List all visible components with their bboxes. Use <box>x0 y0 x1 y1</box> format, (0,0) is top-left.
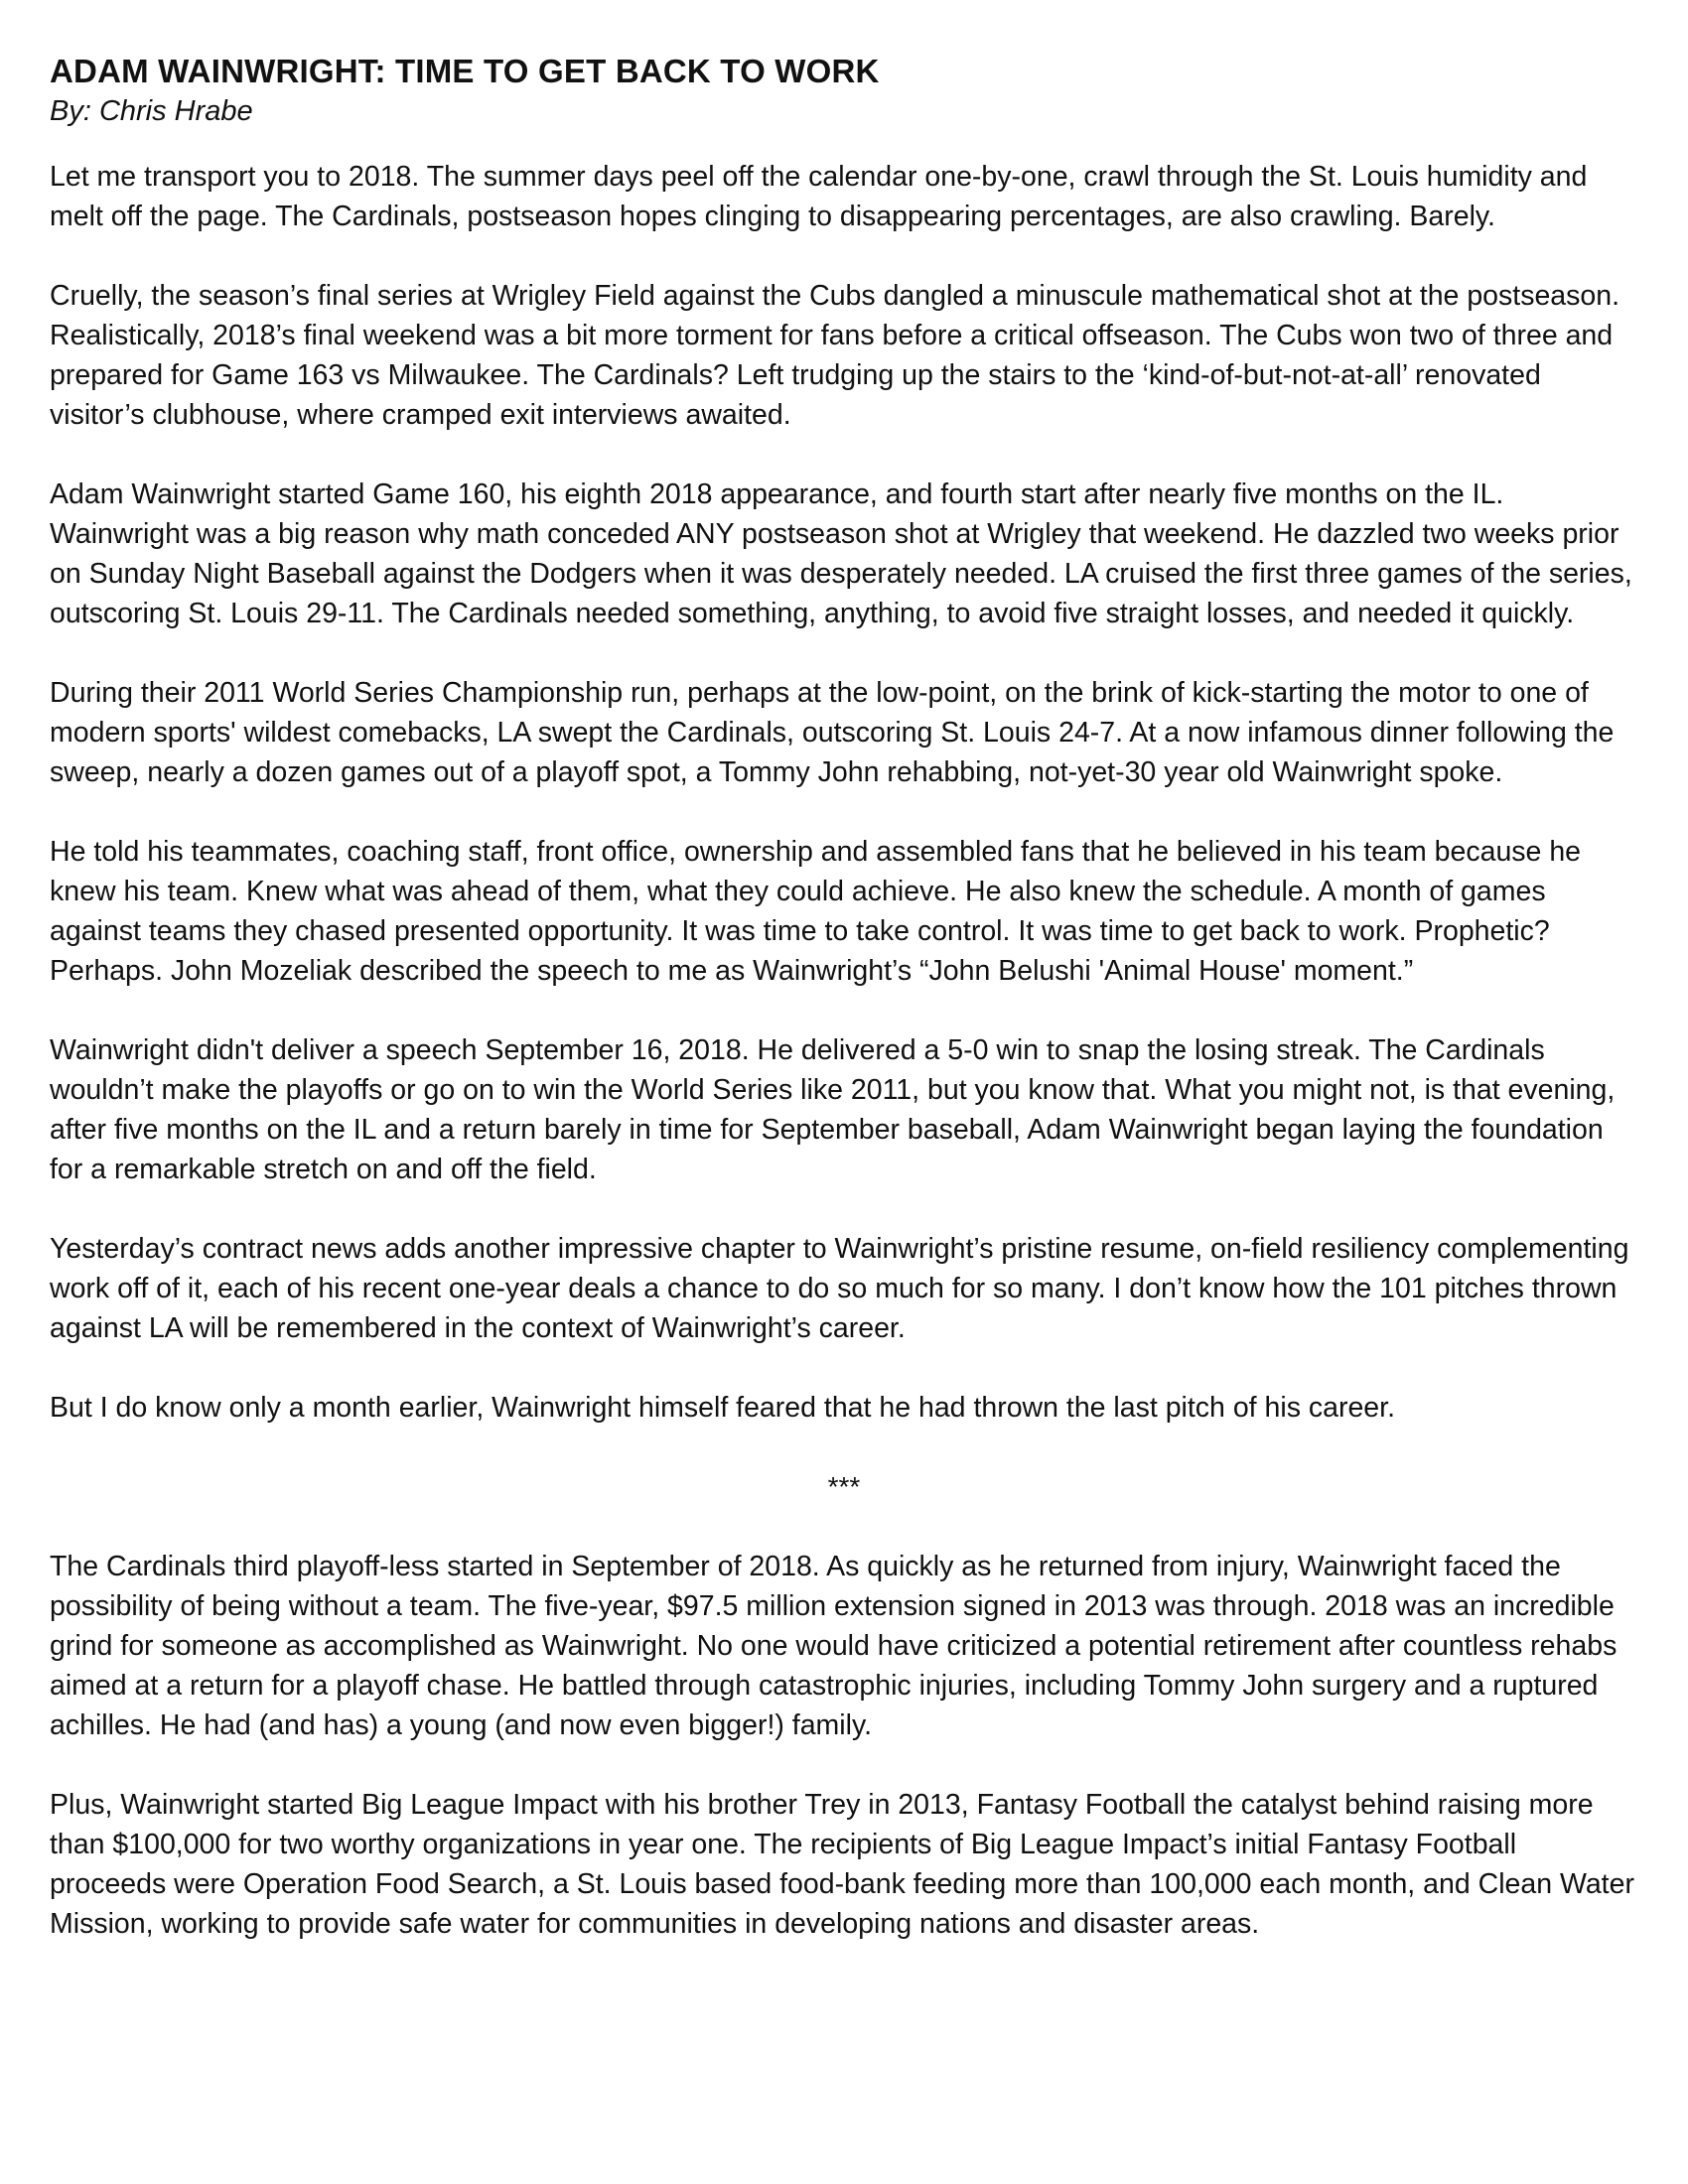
article-title: ADAM WAINWRIGHT: TIME TO GET BACK TO WORK <box>50 53 880 89</box>
paragraph-6: Wainwright didn't deliver a speech September 16, 2018. He delivered a 5-0 win to snap the losing streak. The Cardinals wouldn’t make the playoffs or go on to win the World Series like 2011, but you know that. What you might not, is that evening, after five months on the IL and a return barely in time for September baseball, Adam Wainwright began laying the foundation for a remarkable stretch on and off the field. <box>50 1034 1616 1185</box>
section-divider: *** <box>827 1471 861 1502</box>
paragraph-9: The Cardinals third playoff-less started in September of 2018. As quickly as he returned from injury, Wainwright faced the possibility of being without a team. The five-year, $97.5 million extension signed in 2013 was through. 2018 was an incredible grind for someone as accomplished as Wainwright. No one would have criticized a potential retirement after countless rehabs aimed at a return for a playoff chase. He battled through catastrophic injuries, including Tommy John surgery and a ruptured achilles. He had (and has) a young (and now even bigger!) family. <box>50 1551 1618 1741</box>
paragraph-1: Let me transport you to 2018. The summer days peel off the calendar one-by-one, crawl through the St. Louis humidity and melt off the page. The Cardinals, postseason hopes clinging to disappearing percentages, are also crawling. Barely. <box>50 161 1588 232</box>
article-page <box>50 52 1638 1983</box>
paragraph-7: Yesterday’s contract news adds another impressive chapter to Wainwright’s pristine resume, on-field resiliency complementing work off of it, each of his recent one-year deals a chance to do so much for so many. I don’t know how the 101 pitches thrown against LA will be remembered in the context of Wainwright’s career. <box>50 1233 1629 1344</box>
paragraph-3: Adam Wainwright started Game 160, his eighth 2018 appearance, and fourth start after nearly five months on the IL. Wainwright was a big reason why math conceded ANY postseason shot at Wrigley that weekend. He dazzled two weeks prior on Sunday Night Baseball against the Dodgers when it was desperately needed. LA cruised the first three games of the series, outscoring St. Louis 29-11. The Cardinals needed something, anything, to avoid five straight losses, and needed it quickly. <box>50 478 1632 629</box>
paragraph-5: He told his teammates, coaching staff, front office, ownership and assembled fans that he believed in his team because he knew his team. Knew what was ahead of them, what they could achieve. He also knew the schedule. A month of games against teams they chased presented opportunity. It was time to take control. It was time to get back to work. Prophetic? Perhaps. John Mozeliak described the speech to me as Wainwright’s “John Belushi 'Animal House' moment.” <box>50 836 1582 987</box>
article-byline: By: Chris Hrabe <box>50 95 253 127</box>
paragraph-4: During their 2011 World Series Championship run, perhaps at the low-point, on the brink of kick-starting the motor to one of modern sports' wildest comebacks, LA swept the Cardinals, outscoring St. Louis 24-7. At a now infamous dinner following the sweep, nearly a dozen games out of a playoff spot, a Tommy John rehabbing, not-yet-30 year old Wainwright spoke. <box>50 677 1615 788</box>
paragraph-8: But I do know only a month earlier, Wainwright himself feared that he had thrown the last pitch of his career. <box>50 1392 1395 1424</box>
paragraph-2: Cruelly, the season’s final series at Wrigley Field against the Cubs dangled a minuscule mathematical shot at the postseason. Realistically, 2018’s final weekend was a bit more torment for fans before a critical offseason. The Cubs won two of three and prepared for Game 163 vs Milwaukee. The Cardinals? Left trudging up the stairs to the ‘kind-of-but-not-at-all’ renovated visitor’s clubhouse, where cramped exit interviews awaited. <box>50 280 1620 431</box>
paragraph-10: Plus, Wainwright started Big League Impact with his brother Trey in 2013, Fantasy Football the catalyst behind raising more than $100,000 for two worthy organizations in year one. The recipients of Big League Impact’s initial Fantasy Football proceeds were Operation Food Search, a St. Louis based food-bank feeding more than 100,000 each month, and Clean Water Mission, working to provide safe water for communities in developing nations and disaster areas. <box>50 1789 1634 1940</box>
